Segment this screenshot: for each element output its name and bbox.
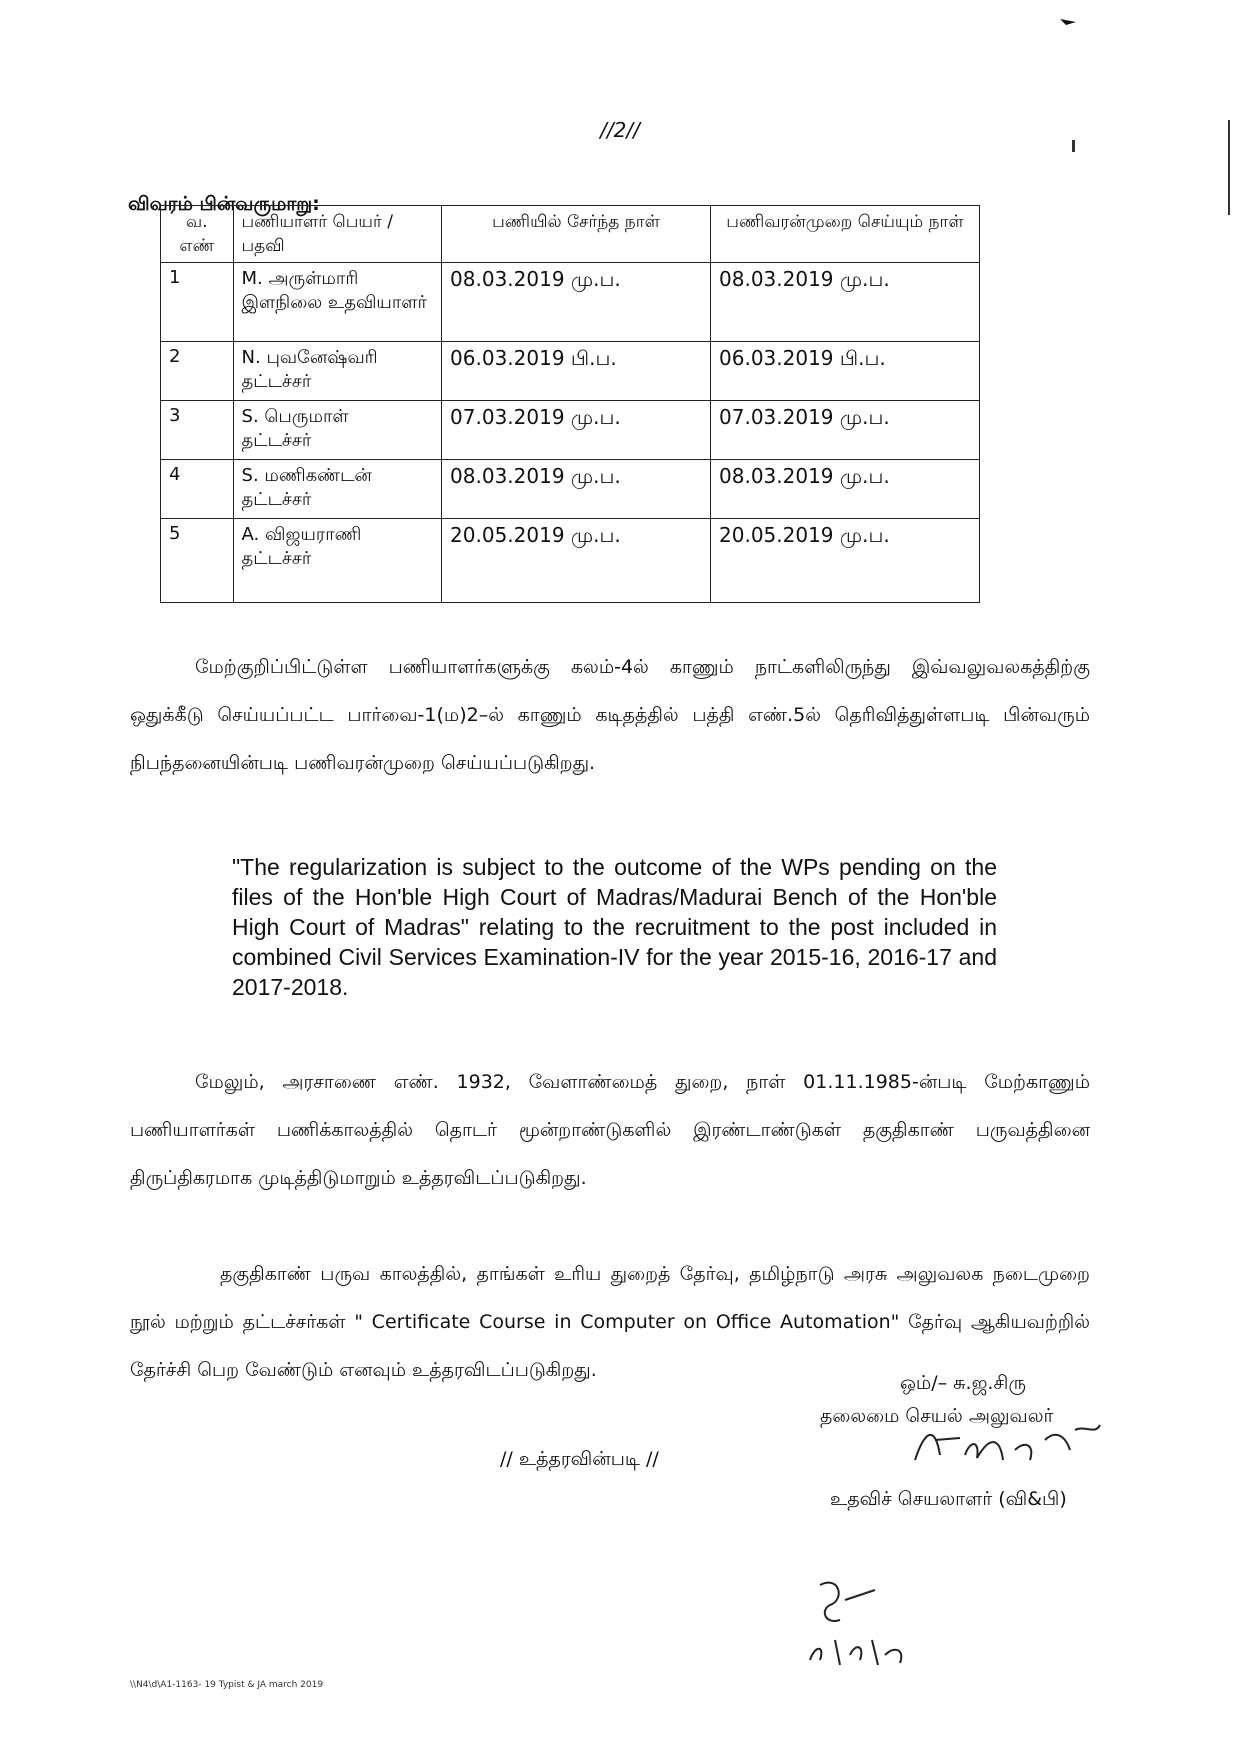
joining-date: 08.03.2019 மு.ப. [442,460,711,519]
table-row [161,263,980,342]
staff-name: M. அருள்மாரி [241,268,359,289]
paragraph-regularization: மேற்குறிப்பிட்டுள்ள பணியாளர்களுக்கு கலம்-4ல் காணும் நாட்களிலிருந்து இவ்வலுவலகத்திற்கு ஒதுக்கீடு செய்யப்பட்ட பார்வை-1(ம)2–ல் காணும் கடிதத்தில் பத்தி எண்.5ல் தெரிவித்துள்ளபடி பின்வரும் நிபந்தனையின்படி பணிவரன்முறை செய்யப்படுகிறது. [130,656,1090,774]
staff-post: தட்டச்சர் [241,371,312,392]
serial-no: 4 [161,460,234,519]
signed-by: ஒம்/– சு.ஜ.சிரு [900,1372,1026,1394]
header-staff-name: பணியாளர் பெயர் / பதவி [233,206,442,263]
table-row [161,519,980,603]
header-serial-no: வ. எண் [161,206,234,263]
staff-name-cell [233,342,442,401]
paragraph-exam-requirement: தகுதிகாண் பருவ காலத்தில், தாங்கள் உரிய துறைத் தேர்வு, தமிழ்நாடு அரசு அலுவலக நடைமுறை நூல் மற்றும் தட்டச்சர்கள் " Certificate Course in Computer on Office Automation" தேர்வு ஆகியவற்றில் தேர்ச்சி பெற வேண்டும் எனவும் உத்தரவிடப்படுகிறது. [130,1263,1090,1381]
staff-post: தட்டச்சர் [241,489,312,510]
regularization-date: 06.03.2019 பி.ப. [711,342,980,401]
staff-name: S. மணிகண்டன் [241,465,372,486]
staff-name: A. விஜயராணி [241,524,362,545]
table-row [161,460,980,519]
staff-name: N. புவனேஷ்வரி [241,347,378,368]
serial-no: 1 [161,263,234,342]
table-row [161,342,980,401]
table-header-row [161,206,980,263]
paragraph-probation: மேலும், அரசாணை எண். 1932, வேளாண்மைத் துறை, நாள் 01.11.1985-ன்படி மேற்காணும் பணியாளர்கள் பணிக்காலத்தில் தொடர் மூன்றாண்டுகளில் இரண்டாண்டுகள் தகுதிகாண் பருவத்தினை திருப்திகரமாக முடித்திடுமாறும் உத்தரவிடப்படுகிறது. [130,1071,1090,1189]
by-order-line: // உத்தரவின்படி // [500,1448,659,1470]
staff-post: தட்டச்சர் [241,548,312,569]
footer-file-path: \\N4\d\A1-1163- 19 Typist & JA march 2019 [130,1680,324,1690]
handwritten-initials [800,1565,930,1675]
staff-name-cell [233,519,442,603]
table-row [161,401,980,460]
staff-post: தட்டச்சர் [241,430,312,451]
staff-name-cell [233,401,442,460]
regularization-date: 08.03.2019 மு.ப. [711,460,980,519]
header-joining-date: பணியில் சேர்ந்த நாள் [442,206,711,263]
staff-name: S. பெருமாள் [241,406,349,427]
page-number: //2// [600,118,640,142]
corner-scan-mark [1060,10,1076,16]
joining-date: 07.03.2019 மு.ப. [442,401,711,460]
handwritten-signature [905,1410,1105,1480]
staff-name-cell [233,460,442,519]
assistant-secretary-title: உதவிச் செயலாளர் (வி&பி) [830,1488,1067,1510]
signatory-title: தலைமை செயல் அலுவலர் [820,1405,1054,1427]
joining-date: 08.03.2019 மு.ப. [442,263,711,342]
regularization-date: 20.05.2019 மு.ப. [711,519,980,603]
staff-table [160,205,980,603]
staff-name-cell [233,263,442,342]
staff-post: இளநிலை உதவியாளர் [241,292,427,313]
header-regularization-date: பணிவரன்முறை செய்யும் நாள் [711,206,980,263]
serial-no: 2 [161,342,234,401]
joining-date: 06.03.2019 பி.ப. [442,342,711,401]
details-heading: விவரம் பின்வருமாறு: [128,193,320,215]
regularization-date: 07.03.2019 மு.ப. [711,401,980,460]
serial-no: 5 [161,519,234,603]
joining-date: 20.05.2019 மு.ப. [442,519,711,603]
regularization-date: 08.03.2019 மு.ப. [711,263,980,342]
serial-no: 3 [161,401,234,460]
quoted-condition: "The regularization is subject to the outcome of the WPs pending on the files of the Hon'ble High Court of Madras/Madurai Bench of the Hon'ble High Court of Madras" relating to the recruitment to the post included in combined Civil Services Examination-IV for the year 2015-16, 2016-17 and 2017-2018. [232,854,997,1000]
